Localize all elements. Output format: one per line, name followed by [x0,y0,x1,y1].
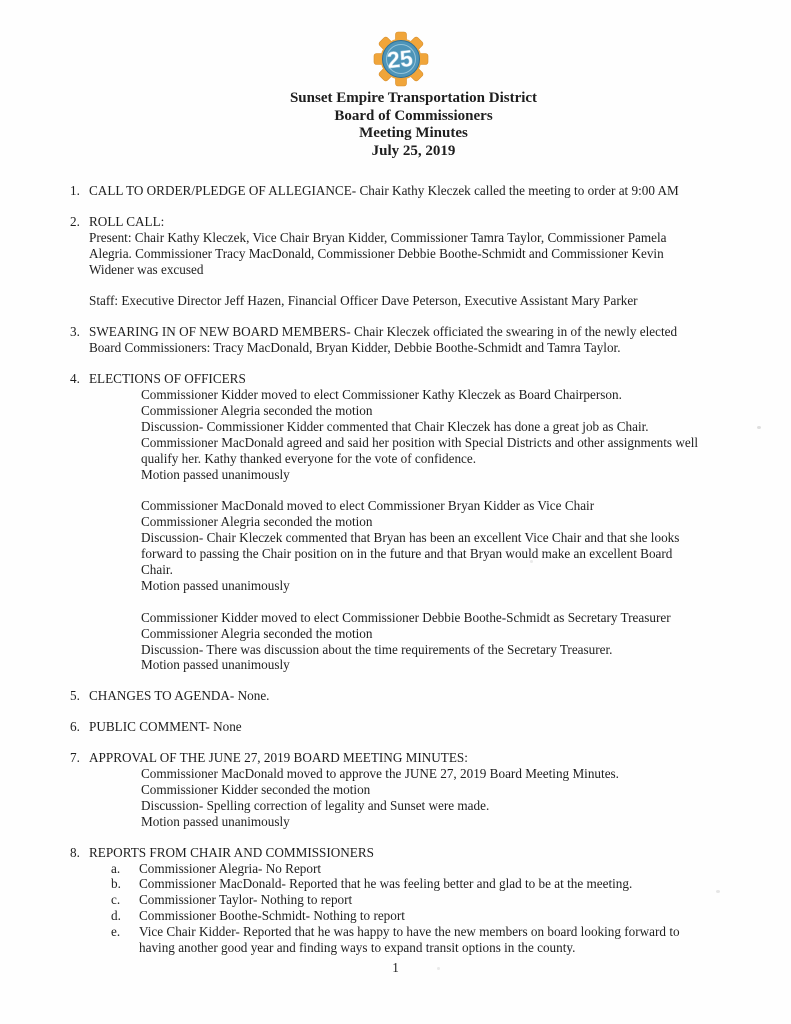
section-heading: SWEARING IN OF NEW BOARD MEMBERS- Chair Kleczek officiated the swearing in of the newly elected [89,324,678,340]
section-content [89,719,762,735]
motion-line: Chair. [141,562,173,577]
item-letter: c. [111,892,121,908]
item-line: having another good year and finding ways to expand transit options in the county. [139,940,576,956]
scan-speck [716,890,720,893]
body-line: Present: Chair Kathy Kleczek, Vice Chair Bryan Kidder, Commissioner Tamra Taylor, Commissioner Pamela [89,229,667,245]
item-line: Commissioner Boothe-Schmidt- Nothing to report [139,908,405,924]
motion-line: Commissioner MacDonald moved to approve the JUNE 27, 2019 Board Meeting Minutes. [141,766,619,782]
section-heading: APPROVAL OF THE JUNE 27, 2019 BOARD MEETING MINUTES: [89,750,468,766]
document-title: Sunset Empire Transportation District [289,90,538,106]
item-text [139,892,762,908]
section-content [89,688,762,704]
motion-line: Motion passed unanimously [141,813,290,829]
logo-number: 25 [385,44,414,74]
body-line: Widener was excused [89,261,204,277]
motion-line: Commissioner Kidder moved to elect Commissioner Debbie Boothe-Schmidt as Secretary Treasurer [141,609,671,625]
motion-line: Discussion- Commissioner Kidder commented that Chair Kleczek has done a great job as Chair. [141,418,649,434]
section-number: 5. [70,688,80,704]
section-number: 2. [70,213,80,229]
logo-container [5,30,791,89]
motion-line: Commissioner Kidder moved to elect Commissioner Kathy Kleczek as Board Chairperson. [141,387,622,403]
motion-line: Commissioner Kidder seconded the motion [141,781,371,797]
motion-paragraph [141,387,762,482]
motion-line: Motion passed unanimously [141,466,290,482]
item-letter: b. [111,876,121,892]
sections-list [70,183,762,956]
section-7 [70,750,762,830]
body-line: Alegria. Commissioner Tracy MacDonald, Commissioner Debbie Boothe-Schmidt and Commissioner Kevin [89,245,664,261]
motion-line: Motion passed unanimously [141,577,290,593]
motion-line: Discussion- Chair Kleczek commented that Bryan has been an excellent Vice Chair and that she looks [141,530,680,546]
document-type: Meeting Minutes [359,125,468,141]
item-line: Commissioner MacDonald- Reported that he was feeling better and glad to be at the meeting. [139,876,633,892]
section-number: 4. [70,371,80,387]
section-number: 7. [70,750,80,766]
lettered-item [111,924,762,956]
item-letter: a. [111,860,121,876]
motion-paragraph [141,610,762,674]
section-number: 6. [70,719,80,735]
section-heading: CHANGES TO AGENDA- None. [89,688,270,704]
section-heading: CALL TO ORDER/PLEDGE OF ALLEGIANCE- Chair Kathy Kleczek called the meeting to order at 9:00 AM [89,183,679,198]
section-5 [70,688,762,704]
page-footer [0,960,791,976]
section-content [89,324,762,356]
document-header [18,90,791,160]
section-number: 3. [70,324,80,340]
motion-line: Commissioner Alegria seconded the motion [141,514,373,530]
section-3 [70,324,762,356]
item-line: Vice Chair Kidder- Reported that he was happy to have the new members on board looking forward to [139,924,680,940]
motion-line: qualify her. Kathy thanked everyone for the vote of confidence. [141,450,477,466]
section-number: 1. [70,183,80,198]
motion-line: Commissioner Alegria seconded the motion [141,625,373,641]
lettered-item [111,908,762,924]
section-heading: Board Commissioners: Tracy MacDonald, Bryan Kidder, Debbie Boothe-Schmidt and Tamra Taylor. [89,340,621,356]
motion-line: Motion passed unanimously [141,657,290,673]
motion-line: Commissioner Alegria seconded the motion [141,402,373,418]
scan-speck [437,967,440,970]
lettered-item [111,861,762,877]
section-6 [70,719,762,735]
motion-paragraph [141,498,762,593]
body-line: Staff: Executive Director Jeff Hazen, Financial Officer Dave Peterson, Executive Assistant Mary Parker [89,293,638,309]
item-text [139,924,762,956]
motion-line: forward to passing the Chair position on in the future and that Bryan would make an excellent Board [141,546,673,562]
motion-line: Discussion- There was discussion about the time requirements of the Secretary Treasurer. [141,641,613,657]
section-number: 8. [70,844,80,860]
document-subtitle: Board of Commissioners [334,107,493,124]
section-2 [70,214,762,309]
section-heading: PUBLIC COMMENT- None [89,719,242,735]
item-letter: e. [111,924,121,940]
page-number: 1 [392,960,399,976]
motion-paragraph [141,766,762,830]
section-4 [70,371,762,673]
scan-speck [530,560,533,563]
motion-line: Discussion- Spelling correction of legality and Sunset were made. [141,797,490,813]
item-text [139,908,762,924]
section-content [89,371,762,673]
item-text [139,861,762,877]
section-8 [70,845,762,956]
motion-line: Commissioner MacDonald moved to elect Commissioner Bryan Kidder as Vice Chair [141,498,595,514]
section-content [89,183,762,199]
motion-line: Commissioner MacDonald agreed and said her position with Special Districts and other assignments well [141,434,699,450]
section-content [89,214,762,309]
anniversary-gear-logo [369,30,433,89]
scan-speck [757,426,761,429]
meeting-date: July 25, 2019 [371,142,456,159]
lettered-item [111,892,762,908]
section-content [89,845,762,956]
section-heading: ELECTIONS OF OFFICERS [89,371,246,387]
blank-line [89,278,762,294]
section-1 [70,183,762,199]
lettered-item [111,876,762,892]
item-text [139,876,762,892]
section-heading: ROLL CALL: [89,213,165,229]
item-line: Commissioner Alegria- No Report [139,860,322,876]
item-letter: d. [111,908,121,924]
section-heading: REPORTS FROM CHAIR AND COMMISSIONERS [89,844,374,860]
section-content [89,750,762,830]
item-line: Commissioner Taylor- Nothing to report [139,892,353,908]
